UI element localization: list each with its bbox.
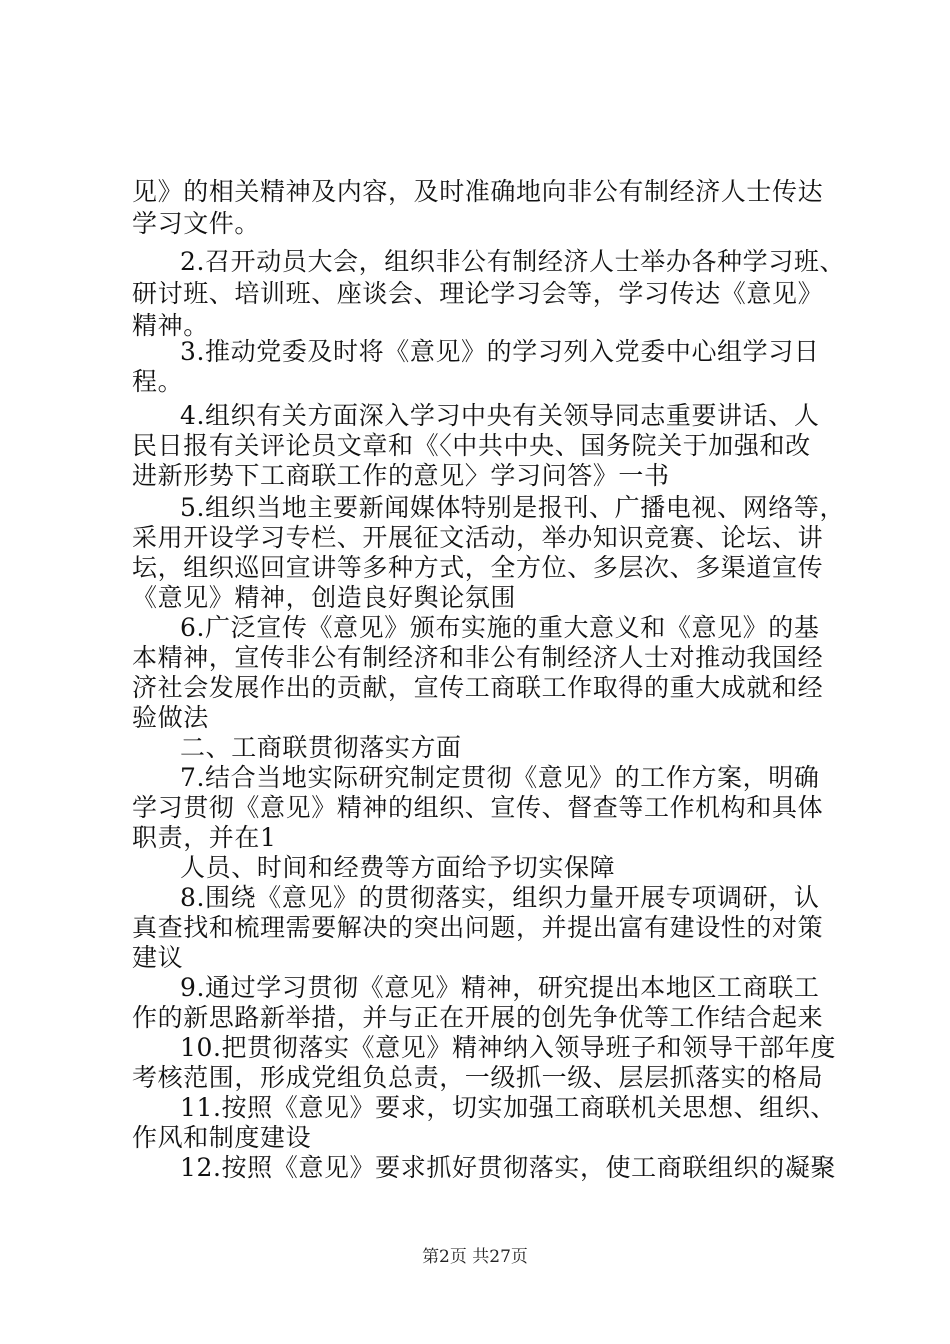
text-line: 作风和制度建设: [132, 1123, 312, 1152]
text-line: 精神。: [132, 311, 209, 340]
text-line: 人员、时间和经费等方面给予切实保障: [180, 853, 616, 882]
text-line: 12.按照《意见》要求抓好贯彻落实，使工商联组织的凝聚: [180, 1153, 836, 1182]
text-line: 9.通过学习贯彻《意见》精神，研究提出本地区工商联工: [180, 973, 820, 1002]
text-line: 4.组织有关方面深入学习中央有关领导同志重要讲话、人: [180, 401, 820, 430]
text-line: 8.围绕《意见》的贯彻落实，组织力量开展专项调研，认: [180, 883, 820, 912]
text-line: 7.结合当地实际研究制定贯彻《意见》的工作方案，明确: [180, 763, 820, 792]
text-line: 本精神，宣传非公有制经济和非公有制经济人士对推动我国经: [132, 643, 824, 672]
text-line: 2.召开动员大会，组织非公有制经济人士举办各种学习班、: [180, 247, 846, 276]
text-line: 程。: [132, 367, 184, 396]
text-line: 5.组织当地主要新闻媒体特别是报刊、广播电视、网络等，: [180, 493, 846, 522]
text-line: 进新形势下工商联工作的意见〉学习问答》一书: [132, 461, 670, 490]
text-line: 11.按照《意见》要求，切实加强工商联机关思想、组织、: [180, 1093, 836, 1122]
text-line: 3.推动党委及时将《意见》的学习列入党委中心组学习日: [180, 337, 820, 366]
text-line: 济社会发展作出的贡献，宣传工商联工作取得的重大成就和经: [132, 673, 824, 702]
text-line: 考核范围，形成党组负总责，一级抓一级、层层抓落实的格局: [132, 1063, 824, 1092]
section-heading: 二、工商联贯彻落实方面: [180, 733, 462, 762]
text-line: 学习贯彻《意见》精神的组织、宣传、督查等工作机构和具体: [132, 793, 824, 822]
text-line: 真查找和梳理需要解决的突出问题，并提出富有建设性的对策: [132, 913, 824, 942]
text-line: 作的新思路新举措，并与正在开展的创先争优等工作结合起来: [132, 1003, 824, 1032]
text-line: 见》的相关精神及内容，及时准确地向非公有制经济人士传达: [132, 177, 824, 206]
text-line: 职责，并在1: [132, 823, 277, 852]
text-line: 民日报有关评论员文章和《〈中共中央、国务院关于加强和改: [132, 431, 811, 460]
text-line: 验做法: [132, 703, 209, 732]
text-line: 坛，组织巡回宣讲等多种方式，全方位、多层次、多渠道宣传: [132, 553, 824, 582]
text-line: 6.广泛宣传《意见》颁布实施的重大意义和《意见》的基: [180, 613, 820, 642]
page-footer: 第2页 共27页: [422, 1247, 528, 1267]
text-line: 《意见》精神，创造良好舆论氛围: [132, 583, 517, 612]
text-line: 10.把贯彻落实《意见》精神纳入领导班子和领导干部年度: [180, 1033, 836, 1062]
text-line: 采用开设学习专栏、开展征文活动，举办知识竞赛、论坛、讲: [132, 523, 824, 552]
text-line: 学习文件。: [132, 209, 261, 238]
text-line: 研讨班、培训班、座谈会、理论学习会等，学习传达《意见》: [132, 279, 824, 308]
text-line: 建议: [132, 943, 184, 972]
